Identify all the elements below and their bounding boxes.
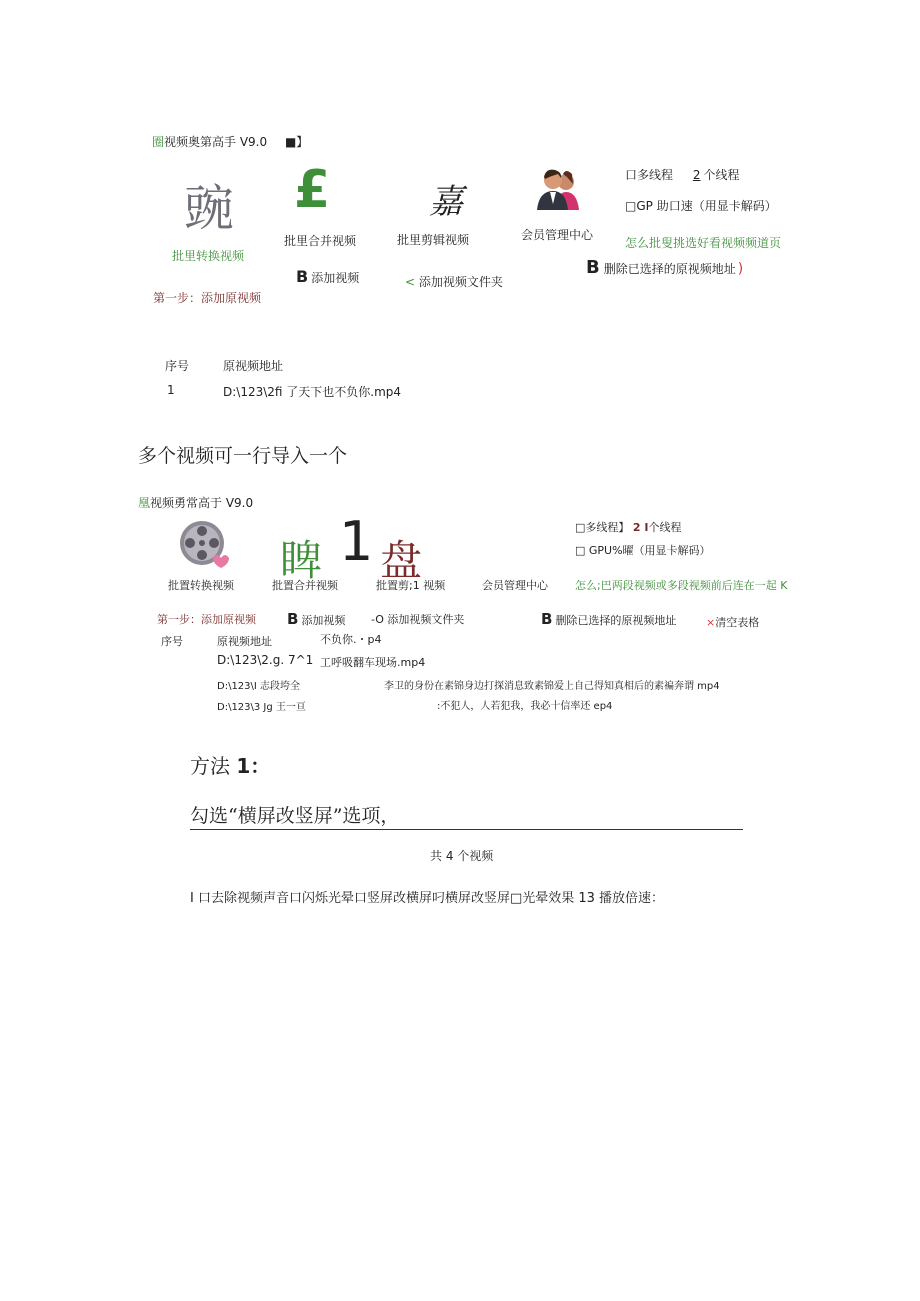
col-path-2b: 不负你.・p4 <box>320 633 382 646</box>
video-count: 共 4 个视频 <box>430 849 494 863</box>
add-folder-button[interactable] <box>405 273 503 290</box>
multithread-label-2: □多线程】 <box>575 521 630 534</box>
row2-a[interactable]: D:\123\2.g. 7^1 <box>217 653 314 667</box>
step-label-1: 第一步：添加原视频 <box>153 291 262 305</box>
title-prefix-2: 凰 <box>138 496 151 510</box>
help-link-2[interactable]: 怎么;巴两段视频或多段视频前后连在一起 K <box>575 579 788 592</box>
thread-count[interactable]: 2 <box>692 168 701 182</box>
thread-unit-2: 个线程 <box>648 521 682 534</box>
add-folder-label: 添加视频文件夹 <box>418 275 503 289</box>
method-line: 勾选“横屏改竖屏”选项， <box>190 805 400 827</box>
method-heading-num: 1： <box>236 754 271 778</box>
members-label-2[interactable]: 会员管理中心 <box>482 579 548 592</box>
convert-label[interactable]: 批里转换视频 <box>172 249 245 263</box>
edit-glyph-2[interactable]: 盘 <box>380 536 423 585</box>
delete-label: 删除已选择的原视频地址 <box>603 262 736 276</box>
members-icon[interactable] <box>533 162 583 212</box>
delete-icon: B <box>586 257 600 278</box>
add-video-icon-2: B <box>287 610 299 628</box>
method-heading-text: 方法 <box>190 754 230 778</box>
divider <box>190 829 743 830</box>
edit-label-2[interactable]: 批置剪;1 视频 <box>376 579 446 592</box>
multithread-label: 口多线程 <box>625 168 674 182</box>
col-index-2: 序号 <box>161 635 183 648</box>
thread-unit: 个线程 <box>703 168 740 182</box>
row4-b[interactable]: :不犯人，人若犯我，我必十信率还 ep4 <box>437 701 613 712</box>
col-path-2: 原视频地址 <box>217 635 272 648</box>
row2-b[interactable]: 工呼吸翻车现场.mp4 <box>320 656 426 669</box>
step-label-2: 第一步：添加原视频 <box>157 613 256 626</box>
gpu-option[interactable]: □GP 助口速（用显卡解码） <box>625 199 777 213</box>
clear-table-button[interactable] <box>706 614 759 630</box>
delete-button-2[interactable] <box>541 609 676 628</box>
merge-label[interactable]: 批里合并视频 <box>284 234 357 248</box>
row3-a[interactable]: D:\123\I 志段垮全 <box>217 681 301 692</box>
col-index-1: 序号 <box>165 359 190 373</box>
title-text: 视频奥第高手 V9.0 <box>164 135 268 149</box>
edit-glyph[interactable]: 嘉 <box>429 182 463 222</box>
help-link-1[interactable]: 怎么批叟挑选好看视频频道页 <box>625 236 782 250</box>
delete-button[interactable] <box>586 257 743 278</box>
row3-b[interactable]: 李卫的身份在素锦身边打探消息致素锦爱上自己得知真相后的素褊奔谓 mp4 <box>384 681 720 692</box>
gpu-option-2[interactable]: □ GPU%曜（用显卡解码） <box>575 544 711 557</box>
options-line[interactable]: I 口去除视频声音口闪烁光晕口竖屏改横屏叼横屏改竖屏□光晕效果 13 播放倍速： <box>190 891 665 906</box>
add-folder-button-2[interactable]: -O 添加视频文件夹 <box>371 613 465 626</box>
add-video-label: 添加视频 <box>311 271 360 285</box>
thread-count-2[interactable]: 2 I <box>632 521 649 534</box>
app-title-2 <box>138 494 253 511</box>
edit-label[interactable]: 批里剪辑视频 <box>397 233 470 247</box>
col-path-1: 原视频地址 <box>223 359 284 373</box>
clear-icon: × <box>706 616 716 629</box>
merge-glyph[interactable]: £ <box>294 160 331 220</box>
convert-label-2[interactable]: 批置转换视频 <box>168 579 234 592</box>
multithread-option-2[interactable] <box>575 519 681 535</box>
method-heading <box>190 750 270 779</box>
delete-icon-2: B <box>541 610 553 628</box>
delete-label-2: 删除已选择的原视频地址 <box>555 614 677 627</box>
row4-a[interactable]: D:\123\3 Jg 王一亘 <box>217 702 306 713</box>
members-label[interactable]: 会员管理中心 <box>521 228 594 242</box>
multithread-option[interactable] <box>625 166 740 183</box>
app-title-1 <box>152 133 308 150</box>
add-video-label-2: 添加视频 <box>301 614 346 627</box>
delete-paren: ) <box>737 261 744 277</box>
add-folder-icon: < <box>405 275 416 289</box>
merge-label-2[interactable]: 批置合并视频 <box>272 579 338 592</box>
row-path[interactable]: D:\123\2fi 了天下也不负你.mp4 <box>223 385 402 399</box>
film-reel-icon[interactable] <box>177 518 229 570</box>
convert-glyph[interactable]: 豌 <box>184 179 234 237</box>
add-video-button[interactable] <box>296 267 359 286</box>
clear-label: 清空表格 <box>715 616 760 629</box>
add-video-icon: B <box>296 267 309 286</box>
merge-glyph-2[interactable]: 睥 <box>280 536 323 585</box>
title-suffix: ■】 <box>284 135 309 149</box>
caption: 多个视频可一行导入一个 <box>138 445 348 467</box>
title-prefix: 圈 <box>152 135 165 149</box>
title-text-2: 视频勇常高于 V9.0 <box>150 496 254 510</box>
add-video-button-2[interactable] <box>287 609 345 628</box>
row-index[interactable]: 1 <box>167 383 175 397</box>
number-glyph: 1 <box>339 510 374 573</box>
